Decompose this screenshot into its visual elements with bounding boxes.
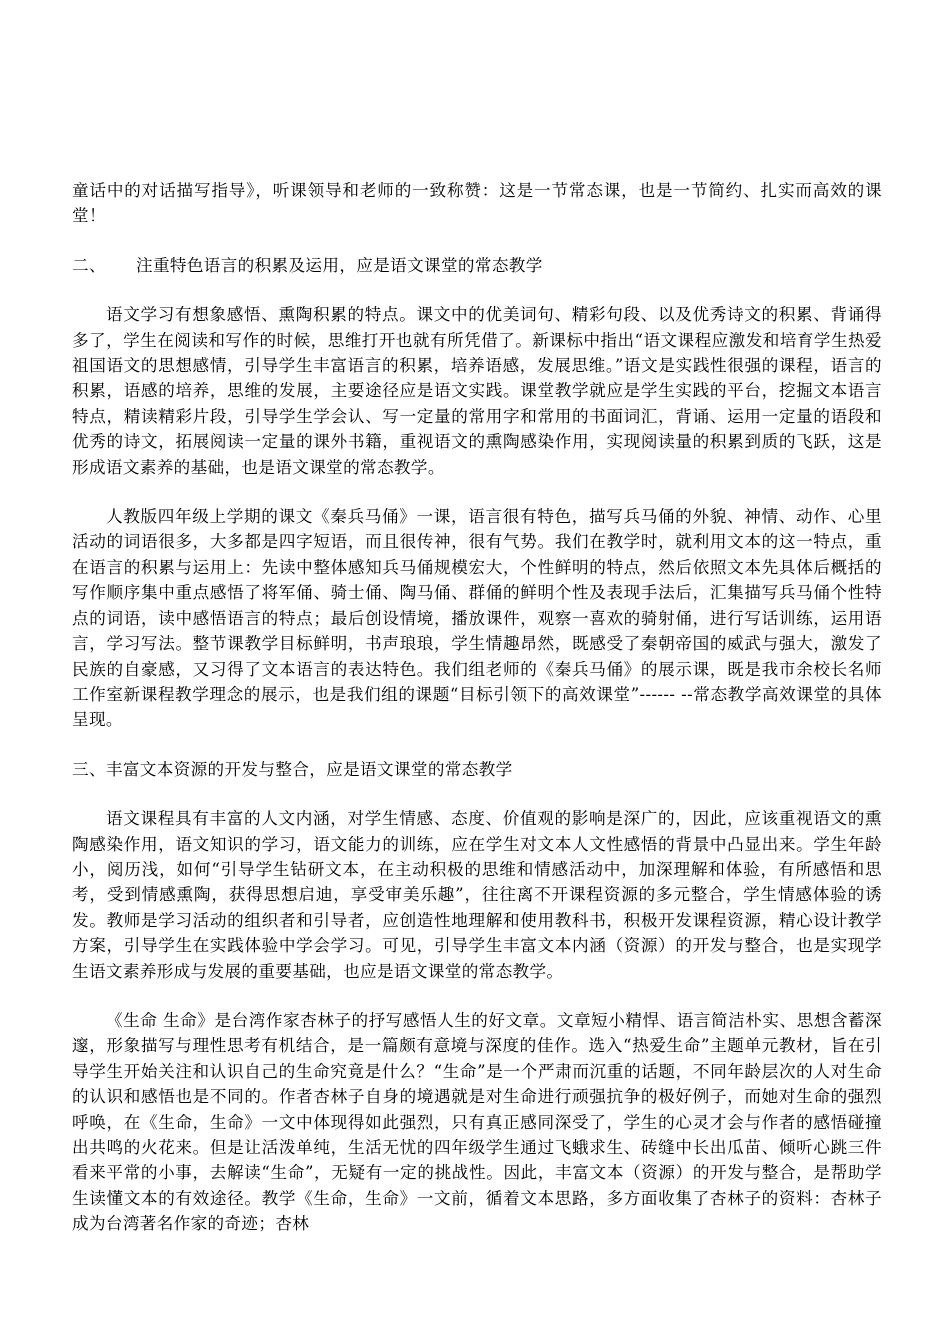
continuation-paragraph: 童话中的对话描写指导》，听课领导和老师的一致称赞：这是一节常态课，也是一节简约、扎实而高效的课堂！ (72, 181, 882, 226)
section-3-paragraph-1: 语文课程具有丰富的人文内涵，对学生情感、态度、价值观的影响是深广的，因此，应该重视语文的熏陶感染作用，语文知识的学习，语文能力的训练，应在学生对文本人文性感悟的背景中凸显出来。学生年龄小，阅历浅，如何“引导学生钻研文本，在主动积极的思维和情感活动中，加深理解和体验，有所感悟和思考，受到情感熏陶，获得思想启迪，享受审美乐趣”，往往离不开课程资源的多元整合，学生情感体验的诱发。教师是学习活动的组织者和引导者，应创造性地理解和使用教科书，积极开发课程资源，精心设计教学方案，引导学生在实践体验中学会学习。可见，引导学生丰富文本内涵（资源）的开发与整合，也是实现学生语文素养形成与发展的重要基础，也应是语文课堂的常态教学。 (72, 809, 882, 981)
section-2-paragraph-1: 语文学习有想象感悟、熏陶积累的特点。课文中的优美词句、精彩句段、以及优秀诗文的积累、背诵得多了，学生在阅读和写作的时候，思维打开也就有所凭借了。新课标中指出“语文课程应激发和培育学生热爱祖国语文的思想感情，引导学生丰富语言的积累，培养语感，发展思维。”语文是实践性很强的课程，语言的积累，语感的培养，思维的发展，主要途径应是语文实践。课堂教学就应是学生实践的平台，挖掘文本语言特点，精读精彩片段，引导学生学会认、写一定量的常用字和常用的书面词汇，背诵、运用一定量的语段和优秀的诗文，拓展阅读一定量的课外书籍，重视语文的熏陶感染作用，实现阅读量的积累到质的飞跃，这是形成语文素养的基础，也是语文课堂的常态教学。 (72, 305, 882, 477)
section-2-paragraph-2: 人教版四年级上学期的课文《秦兵马俑》一课，语言很有特色，描写兵马俑的外貌、神情、动作、心里活动的词语很多，大多都是四字短语，而且很传神，很有气势。我们在教学时，就利用文本的这一特点，重在语言的积累与运用上：先读中整体感知兵马俑规模宏大，个性鲜明的特点，然后依照文本先具体后概括的写作顺序集中重点感悟了将军俑、骑士俑、陶马俑、群俑的鲜明个性及表现手法后，汇集描写兵马俑个性特点的词语，读中感悟语言的特点；最后创设情境，播放课件，观察一喜欢的骑射俑，进行写话训练，运用语言，学习写法。整节课教学目标鲜明，书声琅琅，学生情趣昂然，既感受了秦朝帝国的威武与强大，激发了民族的自豪感，又习得了文本语言的表达特色。我们组老师的《秦兵马俑》的展示课，既是我市余校长名师工作室新课程教学理念的展示，也是我们组的课题“目标引领下的高效课堂”------ --常态教学高效课堂的具体呈现。 (72, 507, 882, 730)
section-2-heading (72, 253, 882, 278)
section-3-heading: 三、丰富文本资源的开发与整合，应是语文课堂的常态教学 (72, 759, 513, 779)
section-2-number: 二、 (72, 255, 106, 275)
section-3-paragraph-2: 《生命 生命》是台湾作家杏林子的抒写感悟人生的好文章。文章短小精悍、语言简洁朴实、思想含蓄深邃，形象描写与理性思考有机结合，是一篇颇有意境与深度的佳作。选入“热爱生命”主题单元教材，旨在引导学生开始关注和认识自己的生命究竟是什么？“生命”是一个严肃而沉重的话题，不同年龄层次的人对生命的认识和感悟也是不同的。作者杏林子自身的境遇就是对生命进行顽强抗争的极好例子，而她对生命的强烈呼唤，在《生命，生命》一文中体现得如此强烈，只有真正感同深受了，学生的心灵才会与作者的感悟碰撞出共鸣的火花来。但是让活泼单纯，生活无忧的四年级学生通过飞蛾求生、砖缝中长出瓜苗、倾听心跳三件看来平常的小事，去解读“生命”，无疑有一定的挑战性。因此，丰富文本（资源）的开发与整合，是帮助学生读懂文本的有效途径。教学《生命，生命》一文前，循着文本思路，多方面收集了杏林子的资料：杏林子成为台湾著名作家的奇迹；杏林 (72, 1010, 882, 1234)
document-page (72, 178, 882, 1237)
section-2-title: 注重特色语言的积累及运用，应是语文课堂的常态教学 (136, 255, 543, 275)
